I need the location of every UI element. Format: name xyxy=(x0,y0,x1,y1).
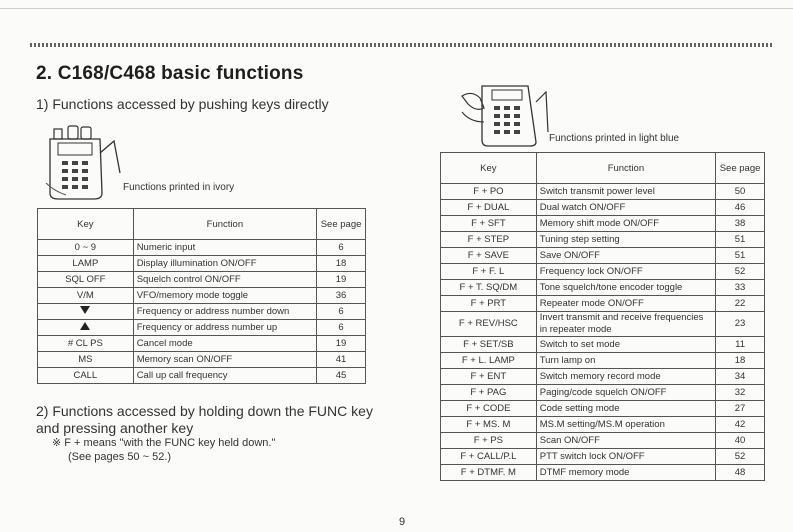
page-cell: 45 xyxy=(317,368,366,384)
func-note xyxy=(52,436,275,464)
table-row xyxy=(38,336,366,352)
header-key: Key xyxy=(38,209,134,240)
function-cell: VFO/memory mode toggle xyxy=(133,288,316,304)
header-function: Function xyxy=(133,209,316,240)
table-row xyxy=(38,256,366,272)
table-row xyxy=(441,369,765,385)
page-cell: 19 xyxy=(317,272,366,288)
page-cell: 6 xyxy=(317,240,366,256)
function-cell: Save ON/OFF xyxy=(536,248,715,264)
dotted-divider xyxy=(30,43,772,47)
page-cell: 50 xyxy=(716,184,765,200)
function-cell: Dual watch ON/OFF xyxy=(536,200,715,216)
page-cell: 52 xyxy=(716,264,765,280)
header-see-page: See page xyxy=(317,209,366,240)
function-cell: Call up call frequency xyxy=(133,368,316,384)
table-row xyxy=(38,288,366,304)
table-row xyxy=(441,433,765,449)
function-cell: Frequency or address number down xyxy=(133,304,316,320)
table-row xyxy=(441,465,765,481)
key-cell: F + F. L xyxy=(441,264,537,280)
table-row xyxy=(441,280,765,296)
table-row xyxy=(441,248,765,264)
key-cell: SQL OFF xyxy=(38,272,134,288)
key-cell: F + SFT xyxy=(441,216,537,232)
key-cell: F + PRT xyxy=(441,296,537,312)
page-cell: 19 xyxy=(317,336,366,352)
function-cell: Memory scan ON/OFF xyxy=(133,352,316,368)
function-cell: Turn lamp on xyxy=(536,353,715,369)
page-cell: 18 xyxy=(317,256,366,272)
page-cell: 52 xyxy=(716,449,765,465)
table-row xyxy=(441,264,765,280)
key-cell: V/M xyxy=(38,288,134,304)
header-see-page: See page xyxy=(716,153,765,184)
key-cell: F + STEP xyxy=(441,232,537,248)
page-cell: 27 xyxy=(716,401,765,417)
table-row xyxy=(441,353,765,369)
key-cell: F + PO xyxy=(441,184,537,200)
up-triangle-icon xyxy=(38,320,134,336)
function-cell: Repeater mode ON/OFF xyxy=(536,296,715,312)
page-cell: 32 xyxy=(716,385,765,401)
table-row xyxy=(441,232,765,248)
key-cell: F + SET/SB xyxy=(441,337,537,353)
key-cell: F + SAVE xyxy=(441,248,537,264)
subtitle-func-keys: 2) Functions accessed by holding down the FUNC key and pressing another key xyxy=(36,403,373,436)
radio-illustration-ivory xyxy=(44,123,124,201)
page-cell: 51 xyxy=(716,248,765,264)
key-cell: F + REV/HSC xyxy=(441,312,537,337)
label-ivory: Functions printed in ivory xyxy=(123,182,235,193)
function-cell: PTT switch lock ON/OFF xyxy=(536,449,715,465)
table-row xyxy=(38,272,366,288)
key-cell: F + L. LAMP xyxy=(441,353,537,369)
page-cell: 51 xyxy=(716,232,765,248)
table-row xyxy=(441,296,765,312)
function-cell: Frequency or address number up xyxy=(133,320,316,336)
section-title: 2. C168/C468 basic functions xyxy=(36,63,304,84)
table-row xyxy=(38,352,366,368)
func-keys-table xyxy=(440,152,765,481)
key-cell: MS xyxy=(38,352,134,368)
table-row xyxy=(38,368,366,384)
label-light-blue: Functions printed in light blue xyxy=(549,133,680,144)
function-cell: Switch transmit power level xyxy=(536,184,715,200)
function-cell: Scan ON/OFF xyxy=(536,433,715,449)
header-key: Key xyxy=(441,153,537,184)
function-cell: Invert transmit and receive frequencies in repeater mode xyxy=(536,312,715,337)
function-cell: DTMF memory mode xyxy=(536,465,715,481)
table-row xyxy=(441,417,765,433)
key-cell: F + MS. M xyxy=(441,417,537,433)
table-row xyxy=(441,312,765,337)
function-cell: Tone squelch/tone encoder toggle xyxy=(536,280,715,296)
function-cell: Cancel mode xyxy=(133,336,316,352)
table-row xyxy=(38,320,366,336)
page-cell: 6 xyxy=(317,304,366,320)
key-cell: F + DTMF. M xyxy=(441,465,537,481)
key-cell: F + CODE xyxy=(441,401,537,417)
table-row xyxy=(441,401,765,417)
page-cell: 34 xyxy=(716,369,765,385)
table-row xyxy=(441,184,765,200)
function-cell: Tuning step setting xyxy=(536,232,715,248)
key-cell: CALL xyxy=(38,368,134,384)
page-cell: 11 xyxy=(716,337,765,353)
function-cell: Switch to set mode xyxy=(536,337,715,353)
table-row xyxy=(441,449,765,465)
table-row xyxy=(441,385,765,401)
page-cell: 22 xyxy=(716,296,765,312)
page-cell: 6 xyxy=(317,320,366,336)
page-cell: 46 xyxy=(716,200,765,216)
page-cell: 48 xyxy=(716,465,765,481)
function-cell: Numeric input xyxy=(133,240,316,256)
page-cell: 36 xyxy=(317,288,366,304)
table-row xyxy=(38,304,366,320)
table-row xyxy=(441,337,765,353)
function-cell: Switch memory record mode xyxy=(536,369,715,385)
subtitle-direct-keys: 1) Functions accessed by pushing keys directly xyxy=(36,96,329,112)
page-cell: 42 xyxy=(716,417,765,433)
page-number: 9 xyxy=(399,516,406,528)
note-line-2: (See pages 50 ~ 52.) xyxy=(68,451,172,463)
function-cell: Squelch control ON/OFF xyxy=(133,272,316,288)
function-cell: Memory shift mode ON/OFF xyxy=(536,216,715,232)
function-cell: Code setting mode xyxy=(536,401,715,417)
function-cell: Display illumination ON/OFF xyxy=(133,256,316,272)
page-cell: 38 xyxy=(716,216,765,232)
table-header-row xyxy=(441,153,765,184)
key-cell: # CL PS xyxy=(38,336,134,352)
top-edge xyxy=(0,0,793,9)
key-cell: F + PS xyxy=(441,433,537,449)
note-line-1: ※ F + means "with the FUNC key held down." xyxy=(52,437,276,449)
table-header-row xyxy=(38,209,366,240)
down-triangle-icon xyxy=(38,304,134,320)
function-cell: Frequency lock ON/OFF xyxy=(536,264,715,280)
table-row xyxy=(441,200,765,216)
radio-illustration-light-blue xyxy=(458,82,550,148)
direct-keys-table xyxy=(37,208,366,384)
function-cell: MS.M setting/MS.M operation xyxy=(536,417,715,433)
page-cell: 40 xyxy=(716,433,765,449)
page-cell: 41 xyxy=(317,352,366,368)
function-cell: Paging/code squelch ON/OFF xyxy=(536,385,715,401)
header-function: Function xyxy=(536,153,715,184)
page-cell: 23 xyxy=(716,312,765,337)
key-cell: F + DUAL xyxy=(441,200,537,216)
table-row xyxy=(441,216,765,232)
table-row xyxy=(38,240,366,256)
page-cell: 18 xyxy=(716,353,765,369)
key-cell: F + CALL/P.L xyxy=(441,449,537,465)
key-cell: F + PAG xyxy=(441,385,537,401)
key-cell: 0 ~ 9 xyxy=(38,240,134,256)
key-cell: F + T. SQ/DM xyxy=(441,280,537,296)
key-cell: F + ENT xyxy=(441,369,537,385)
key-cell: LAMP xyxy=(38,256,134,272)
page-cell: 33 xyxy=(716,280,765,296)
